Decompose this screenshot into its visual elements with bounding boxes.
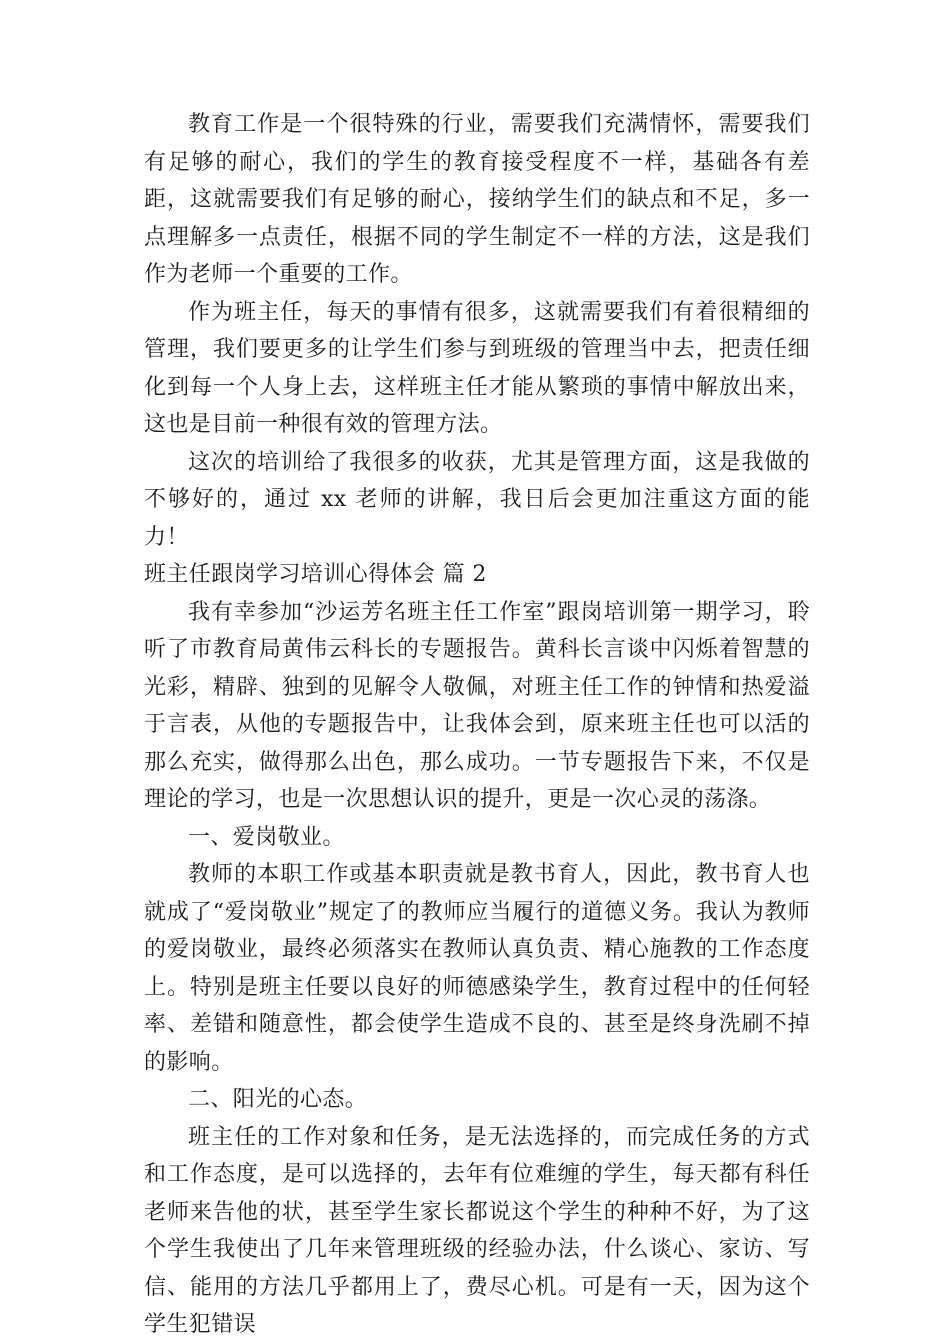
paragraph-5: 教师的本职工作或基本职责就是教书育人，因此，教书育人也就成了“爱岗敬业”规定了的教师应当履行的道德义务。我认为教师的爱岗敬业，最终必须落实在教师认真负责、精心施教的工作态度上。特别是班主任要以良好的师德感染学生，教育过程中的任何轻率、差错和随意性，都会使学生造成不良的、甚至是终身洗刷不掉的影响。 [144, 862, 810, 1075]
subheading-1: 一、爱岗敬业。 [188, 824, 345, 850]
subheading-2: 二、阳光的心态。 [188, 1087, 368, 1112]
section-heading: 班主任跟岗学习培训心得体会 篇 2 [144, 562, 487, 587]
paragraph-6: 班主任的工作对象和任务，是无法选择的，而完成任务的方式和工作态度，是可以选择的，去年有位难缠的学生，每天都有科任老师来告他的状，甚至学生家长都说这个学生的种种不好，为了这个学生我使出了几年来管理班级的经验办法，什么谈心、家访、写信、能用的方法几乎都用上了，费尽心机。可是有一天，因为这个学生犯错误 [144, 1124, 810, 1337]
document-body [144, 106, 810, 1344]
paragraph-1: 教育工作是一个很特殊的行业，需要我们充满情怀，需要我们有足够的耐心，我们的学生的教育接受程度不一样，基础各有差距，这就需要我们有足够的耐心，接纳学生们的缺点和不足，多一点理解多一点责任，根据不同的学生制定不一样的方法，这是我们作为老师一个重要的工作。 [144, 112, 810, 287]
paragraph-3: 这次的培训给了我很多的收获，尤其是管理方面，这是我做的不够好的，通过 xx 老师的讲解，我日后会更加注重这方面的能力！ [144, 449, 810, 550]
paragraph-4: 我有幸参加“沙运芳名班主任工作室”跟岗培训第一期学习，聆听了市教育局黄伟云科长的专题报告。黄科长言谈中闪烁着智慧的光彩，精辟、独到的见解令人敬佩，对班主任工作的钟情和热爱溢于言表，从他的专题报告中，让我体会到，原来班主任也可以活的那么充实，做得那么出色，那么成功。一节专题报告下来，不仅是理论的学习，也是一次思想认识的提升，更是一次心灵的荡涤。 [144, 599, 810, 812]
paragraph-2: 作为班主任，每天的事情有很多，这就需要我们有着很精细的管理，我们要更多的让学生们参与到班级的管理当中去，把责任细化到每一个人身上去，这样班主任才能从繁琐的事情中解放出来，这也是目前一种很有效的管理方法。 [144, 299, 810, 437]
